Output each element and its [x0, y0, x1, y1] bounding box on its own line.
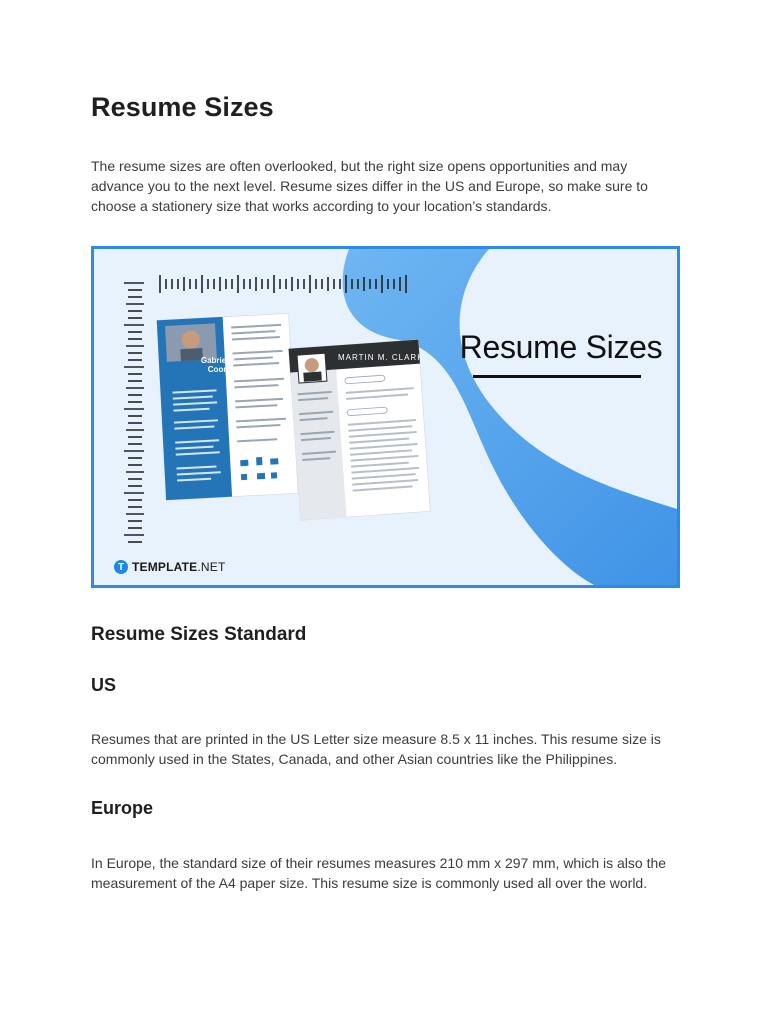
brand-name — [132, 560, 226, 574]
brand-mark-icon: T — [114, 560, 128, 574]
resume-2-name: MARTIN M. CLARK — [338, 353, 424, 362]
brand-name-suffix: .NET — [197, 560, 226, 574]
page-title: Resume Sizes — [91, 92, 274, 122]
intro-paragraph: The resume sizes are often overlooked, but the right size opens opportunities and may advance you to the next level. Resume sizes differ in the US and Europe, so make sure to choose a stationery size that works according to your location’s standards. — [91, 158, 648, 214]
hero-illustration — [94, 249, 677, 585]
hero-underline — [473, 375, 641, 378]
resume-1-name: Gabrielle Coon — [200, 356, 236, 374]
europe-paragraph: In Europe, the standard size of their resumes measures 210 mm x 297 mm, which is also the measurement of the A4 paper size. This resume size is commonly used all over the world. — [91, 855, 667, 891]
brand-name-main: TEMPLATE — [132, 560, 198, 574]
subheading-us: US — [91, 675, 117, 695]
us-paragraph: Resumes that are printed in the US Letter size measure 8.5 x 11 inches. This resume size is commonly used in the States, Canada, and other Asian countries like the Philippines. — [91, 731, 661, 767]
subheading-europe: Europe — [91, 798, 154, 818]
hero-image — [91, 246, 680, 588]
hero-title: Resume Sizes — [459, 329, 663, 365]
section-heading-standard: Resume Sizes Standard — [91, 624, 307, 645]
brand-logo — [114, 560, 226, 574]
